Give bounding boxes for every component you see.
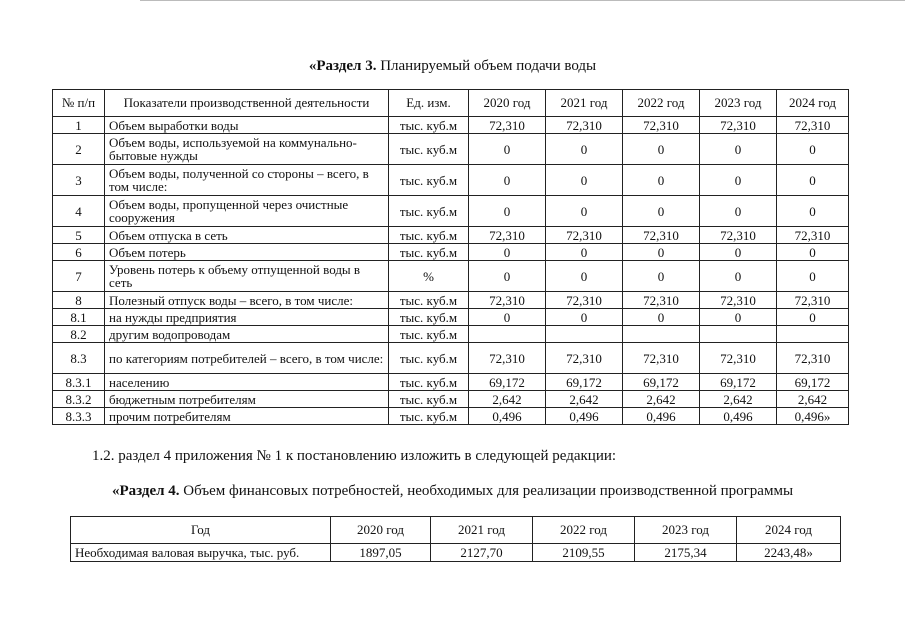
row-value-2022 — [623, 326, 700, 343]
row-indicator: Уровень потерь к объему отпущенной воды в сеть — [105, 261, 389, 292]
row-value-2024: 2,642 — [777, 391, 849, 408]
row-indicator: Объем потерь — [105, 244, 389, 261]
row-unit: тыс. куб.м — [389, 309, 469, 326]
row-number: 3 — [53, 165, 105, 196]
row-indicator: Объем воды, пропущенной через очистные сооружения — [105, 196, 389, 227]
row-number: 8.2 — [53, 326, 105, 343]
row-number: 8.3.1 — [53, 374, 105, 391]
section3-title-text: Планируемый объем подачи воды — [376, 58, 597, 74]
row-unit: тыс. куб.м — [389, 343, 469, 374]
row-value-2024 — [777, 326, 849, 343]
row-value-2021: 0 — [546, 309, 623, 326]
row-value-2024: 72,310 — [777, 117, 849, 134]
table-header-row — [71, 517, 841, 544]
table-row — [53, 292, 849, 309]
row-value-2021: 0 — [546, 261, 623, 292]
row-number: 8.3.2 — [53, 391, 105, 408]
row-unit: тыс. куб.м — [389, 408, 469, 425]
row-indicator: Объем выработки воды — [105, 117, 389, 134]
row-value-2023: 72,310 — [700, 292, 777, 309]
revenue-2023: 2175,34 — [635, 544, 737, 562]
table-row — [53, 165, 849, 196]
row-value-2023: 0 — [700, 165, 777, 196]
row-value-2020: 72,310 — [469, 227, 546, 244]
col-header-2022: 2022 год — [623, 90, 700, 117]
revenue-2022: 2109,55 — [533, 544, 635, 562]
row-value-2022: 72,310 — [623, 227, 700, 244]
row-value-2024: 0 — [777, 261, 849, 292]
table-row — [53, 261, 849, 292]
table-row — [53, 134, 849, 165]
row-number: 4 — [53, 196, 105, 227]
row-value-2023 — [700, 326, 777, 343]
row-value-2022: 0 — [623, 196, 700, 227]
row-value-2020: 0,496 — [469, 408, 546, 425]
row-value-2021: 72,310 — [546, 292, 623, 309]
row-value-2023: 0 — [700, 244, 777, 261]
row-value-2022: 0 — [623, 261, 700, 292]
row-value-2023: 72,310 — [700, 227, 777, 244]
col-header-2020: 2020 год — [331, 517, 431, 544]
row-number: 2 — [53, 134, 105, 165]
row-value-2024: 0 — [777, 244, 849, 261]
col-header-2021: 2021 год — [431, 517, 533, 544]
row-value-2021: 0 — [546, 244, 623, 261]
row-indicator: Объем воды, используемой на коммунально-бытовые нужды — [105, 134, 389, 165]
row-value-2023: 69,172 — [700, 374, 777, 391]
row-value-2022: 0 — [623, 309, 700, 326]
row-value-2021: 0 — [546, 165, 623, 196]
table-row — [53, 244, 849, 261]
row-number: 5 — [53, 227, 105, 244]
row-indicator: другим водопроводам — [105, 326, 389, 343]
col-header-unit: Ед. изм. — [389, 90, 469, 117]
revenue-2020: 1897,05 — [331, 544, 431, 562]
row-unit: тыс. куб.м — [389, 117, 469, 134]
row-indicator: на нужды предприятия — [105, 309, 389, 326]
row-value-2024: 72,310 — [777, 227, 849, 244]
row-value-2020: 72,310 — [469, 117, 546, 134]
col-header-indicator: Показатели производственной деятельности — [105, 90, 389, 117]
col-header-2021: 2021 год — [546, 90, 623, 117]
water-supply-table — [52, 89, 849, 425]
table-row — [53, 309, 849, 326]
row-value-2022: 72,310 — [623, 292, 700, 309]
table-row — [53, 374, 849, 391]
paragraph-1-2: 1.2. раздел 4 приложения № 1 к постановлению изложить в следующей редакции: — [92, 448, 617, 464]
row-unit: % — [389, 261, 469, 292]
table-row — [53, 391, 849, 408]
col-header-2020: 2020 год — [469, 90, 546, 117]
revenue-2021: 2127,70 — [431, 544, 533, 562]
row-value-2024: 0 — [777, 165, 849, 196]
row-value-2024: 0 — [777, 196, 849, 227]
table-row — [53, 196, 849, 227]
table-row — [53, 227, 849, 244]
table-row — [53, 117, 849, 134]
row-unit: тыс. куб.м — [389, 227, 469, 244]
row-value-2024: 69,172 — [777, 374, 849, 391]
row-value-2020: 72,310 — [469, 343, 546, 374]
row-unit: тыс. куб.м — [389, 134, 469, 165]
row-value-2020: 2,642 — [469, 391, 546, 408]
revenue-label: Необходимая валовая выручка, тыс. руб. — [71, 544, 331, 562]
row-unit: тыс. куб.м — [389, 292, 469, 309]
row-unit: тыс. куб.м — [389, 391, 469, 408]
col-header-2024: 2024 год — [777, 90, 849, 117]
row-indicator: Объем воды, полученной со стороны – всего, в том числе: — [105, 165, 389, 196]
row-value-2020 — [469, 326, 546, 343]
row-value-2022: 0 — [623, 244, 700, 261]
row-value-2021: 69,172 — [546, 374, 623, 391]
financial-needs-table — [70, 516, 841, 562]
col-header-2023: 2023 год — [635, 517, 737, 544]
col-header-2022: 2022 год — [533, 517, 635, 544]
row-value-2021: 0 — [546, 134, 623, 165]
table-row — [53, 408, 849, 425]
table-row — [53, 326, 849, 343]
row-indicator: Объем отпуска в сеть — [105, 227, 389, 244]
row-value-2022: 72,310 — [623, 343, 700, 374]
row-value-2024: 0,496» — [777, 408, 849, 425]
row-number: 8.3.3 — [53, 408, 105, 425]
row-value-2023: 72,310 — [700, 117, 777, 134]
row-value-2021: 72,310 — [546, 227, 623, 244]
row-value-2023: 0,496 — [700, 408, 777, 425]
row-value-2020: 0 — [469, 134, 546, 165]
row-value-2021: 0,496 — [546, 408, 623, 425]
row-value-2022: 72,310 — [623, 117, 700, 134]
section4-title-bold: «Раздел 4. — [111, 483, 180, 499]
col-header-2023: 2023 год — [700, 90, 777, 117]
row-value-2021: 72,310 — [546, 117, 623, 134]
row-indicator: прочим потребителям — [105, 408, 389, 425]
row-value-2020: 0 — [469, 196, 546, 227]
row-value-2024: 72,310 — [777, 343, 849, 374]
section3-title — [0, 57, 905, 75]
row-number: 7 — [53, 261, 105, 292]
row-value-2022: 0 — [623, 134, 700, 165]
row-value-2021: 2,642 — [546, 391, 623, 408]
row-indicator: по категориям потребителей – всего, в том числе: — [105, 343, 389, 374]
row-value-2022: 69,172 — [623, 374, 700, 391]
row-number: 1 — [53, 117, 105, 134]
revenue-2024: 2243,48» — [737, 544, 841, 562]
row-value-2023: 2,642 — [700, 391, 777, 408]
row-unit: тыс. куб.м — [389, 244, 469, 261]
row-value-2020: 0 — [469, 261, 546, 292]
row-indicator: бюджетным потребителям — [105, 391, 389, 408]
col-header-num: № п/п — [53, 90, 105, 117]
scan-top-edge — [140, 0, 905, 1]
row-unit: тыс. куб.м — [389, 196, 469, 227]
row-value-2022: 0,496 — [623, 408, 700, 425]
table-row — [71, 544, 841, 562]
row-value-2020: 72,310 — [469, 292, 546, 309]
row-value-2020: 69,172 — [469, 374, 546, 391]
row-number: 6 — [53, 244, 105, 261]
row-value-2024: 0 — [777, 309, 849, 326]
row-value-2021: 72,310 — [546, 343, 623, 374]
row-unit: тыс. куб.м — [389, 165, 469, 196]
row-value-2022: 2,642 — [623, 391, 700, 408]
row-number: 8.1 — [53, 309, 105, 326]
row-value-2020: 0 — [469, 165, 546, 196]
row-value-2022: 0 — [623, 165, 700, 196]
row-value-2021 — [546, 326, 623, 343]
row-unit: тыс. куб.м — [389, 326, 469, 343]
row-value-2023: 0 — [700, 309, 777, 326]
row-value-2021: 0 — [546, 196, 623, 227]
section4-title — [0, 482, 905, 500]
row-unit: тыс. куб.м — [389, 374, 469, 391]
row-value-2023: 72,310 — [700, 343, 777, 374]
table-row — [53, 343, 849, 374]
col-header-year: Год — [71, 517, 331, 544]
col-header-2024: 2024 год — [737, 517, 841, 544]
table-header-row — [53, 90, 849, 117]
section3-title-bold: «Раздел 3. — [308, 58, 377, 74]
row-indicator: Полезный отпуск воды – всего, в том числе: — [105, 292, 389, 309]
row-number: 8 — [53, 292, 105, 309]
row-indicator: населению — [105, 374, 389, 391]
row-number: 8.3 — [53, 343, 105, 374]
row-value-2020: 0 — [469, 309, 546, 326]
row-value-2023: 0 — [700, 134, 777, 165]
row-value-2024: 72,310 — [777, 292, 849, 309]
section4-title-text: Объем финансовых потребностей, необходимых для реализации производственной программы — [179, 483, 794, 499]
row-value-2023: 0 — [700, 196, 777, 227]
row-value-2024: 0 — [777, 134, 849, 165]
row-value-2023: 0 — [700, 261, 777, 292]
row-value-2020: 0 — [469, 244, 546, 261]
